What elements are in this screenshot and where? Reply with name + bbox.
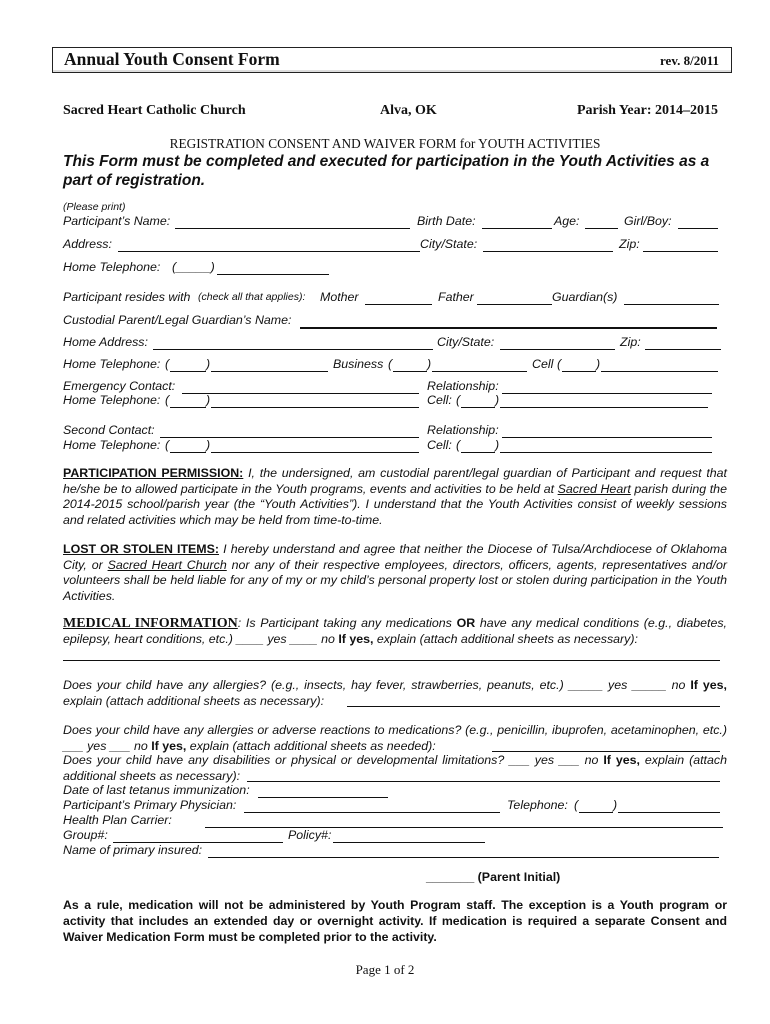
participation-text-1: I, the undersigned, am custodial parent/legal guardian of Participant and request that he/she be to allowed participate in the Youth programs, events and activities to be held at: [63, 466, 727, 496]
emergency-contact-label: Emergency Contact:: [63, 379, 176, 393]
paren-close: ): [596, 357, 601, 371]
cell-area-code-field[interactable]: [562, 371, 596, 372]
paren-open: (: [165, 438, 170, 452]
medical-q3-explain-field[interactable]: [492, 751, 720, 752]
physician-field[interactable]: [244, 812, 500, 813]
guardians-checkbox[interactable]: [624, 304, 719, 305]
tetanus-label: Date of last tetanus immunization:: [63, 783, 250, 797]
medical-q2-if-yes: If yes,: [690, 678, 727, 692]
city-state-label: City/State:: [420, 237, 478, 251]
medical-q1-text-a: : Is Participant taking any medications: [237, 616, 452, 630]
second-telephone-field[interactable]: [211, 452, 419, 453]
address-field[interactable]: [118, 251, 420, 252]
medical-q1-text-b: have any medical conditions (e.g., diabetes, epilepsy, heart conditions, etc.) ____ yes ____ no: [63, 616, 727, 646]
paren-open: (: [574, 798, 579, 812]
business-area-code-field[interactable]: [393, 371, 427, 372]
second-relationship-label: Relationship:: [427, 423, 499, 437]
home-area-code-field[interactable]: [170, 371, 206, 372]
please-print-note: (Please print): [63, 201, 126, 213]
medical-q2-explain-field[interactable]: [347, 706, 720, 707]
form-title: Annual Youth Consent Form: [64, 49, 280, 69]
participation-text-2: parish during the 2014-2015 school/parish year (the “Youth Activities”). I understand that the Youth Activities consist of weekly sessions and related activities which may be held from time-to-time.: [63, 481, 727, 527]
zip-field-2[interactable]: [645, 349, 721, 350]
page-number: Page 1 of 2: [355, 962, 415, 977]
medical-heading: MEDICAL INFORMATION: [63, 616, 238, 631]
medical-q1-or: OR: [456, 616, 476, 630]
form-instruction: This Form must be completed and executed for participation in the Youth Activities as a part of registration.: [63, 153, 710, 189]
physician-area-code-field[interactable]: [579, 812, 613, 813]
check-all-note: (check all that applies):: [198, 291, 306, 303]
home-telephone-label-2: Home Telephone:: [63, 357, 161, 371]
home-telephone-field[interactable]: [217, 274, 329, 275]
paren-close: ): [206, 393, 211, 407]
medical-q4-if-yes: If yes,: [603, 753, 640, 767]
second-contact-label: Second Contact:: [63, 423, 155, 437]
mother-label: Mother: [320, 290, 359, 304]
medical-q3-if-yes: If yes,: [151, 738, 187, 753]
cell-label: Cell: [532, 357, 554, 371]
medical-q3-text-a: Does your child have any allergies or adverse reactions to medications? (e.g., penicillin, ibuprofen, acetaminophen, etc.) ___ yes ___ no: [63, 723, 727, 753]
medical-q2-text-a: Does your child have any allergies? (e.g., insects, hay fever, strawberries, peanuts, etc.) _____ yes _____ no: [63, 678, 686, 692]
custodial-name-label: Custodial Parent/Legal Guardian’s Name:: [63, 313, 292, 327]
medical-q1-explain-field[interactable]: [63, 660, 720, 661]
lost-items-text-1: I hereby understand and agree that neither the Diocese of Tulsa/Archdiocese of Oklahoma City, or: [63, 542, 727, 572]
home-telephone-field-2[interactable]: [211, 371, 328, 372]
emergency-cell-area-code-field[interactable]: [461, 407, 495, 408]
business-label: Business: [333, 357, 384, 371]
policy-label: Policy#:: [288, 828, 332, 842]
medical-question-4: [63, 753, 727, 784]
paren-close: ): [613, 798, 618, 812]
emergency-contact-field[interactable]: [182, 393, 419, 394]
paren-open: (: [388, 357, 393, 371]
paren-close: ): [427, 357, 432, 371]
girl-boy-label: Girl/Boy:: [624, 214, 672, 228]
medical-q4-text-a: Does your child have any disabilities or physical or developmental limitations? ___ yes ___ no: [63, 753, 599, 767]
paren-close: ): [495, 438, 500, 452]
medical-q1-if-yes: If yes,: [338, 631, 374, 646]
home-telephone-label: Home Telephone:: [63, 260, 161, 274]
parish-name-link: Sacred Heart: [557, 481, 631, 496]
emergency-cell-field[interactable]: [500, 407, 708, 408]
church-name-link: Sacred Heart Church: [107, 557, 227, 572]
church-location: Alva, OK: [380, 103, 437, 118]
second-home-telephone-label: Home Telephone:: [63, 438, 161, 452]
policy-number-field[interactable]: [333, 842, 485, 843]
participation-permission-paragraph: [63, 466, 727, 528]
physician-telephone-field[interactable]: [618, 812, 720, 813]
physician-telephone-label: Telephone:: [507, 798, 568, 812]
business-phone-field[interactable]: [432, 371, 527, 372]
medical-q3-text-b: explain (attach additional sheets as needed):: [189, 738, 436, 753]
emergency-area-code-field[interactable]: [170, 407, 206, 408]
paren-open: (: [557, 357, 562, 371]
paren-close: ): [206, 438, 211, 452]
physician-label: Participant’s Primary Physician:: [63, 798, 237, 812]
area-code-field[interactable]: (_____): [172, 260, 215, 274]
registration-title: REGISTRATION CONSENT AND WAIVER FORM for YOUTH ACTIVITIES: [169, 136, 601, 151]
city-state-label-2: City/State:: [437, 335, 495, 349]
emergency-telephone-field[interactable]: [211, 407, 419, 408]
primary-insured-field[interactable]: [208, 857, 719, 858]
home-address-field[interactable]: [153, 349, 433, 350]
relationship-field[interactable]: [502, 393, 712, 394]
girl-boy-field[interactable]: [678, 228, 718, 229]
cell-phone-field[interactable]: [601, 371, 718, 372]
group-label: Group#:: [63, 828, 108, 842]
paren-close: ): [206, 357, 211, 371]
lost-items-paragraph: [63, 542, 727, 604]
primary-insured-label: Name of primary insured:: [63, 843, 203, 857]
second-cell-label: Cell:: [427, 438, 452, 452]
custodial-name-field[interactable]: [300, 327, 717, 329]
medical-question-3: [63, 723, 727, 754]
second-cell-area-code-field[interactable]: [461, 452, 495, 453]
paren-open: (: [165, 393, 170, 407]
birth-date-label: Birth Date:: [417, 214, 476, 228]
father-checkbox[interactable]: [477, 304, 552, 305]
medical-q2-text-b: explain (attach additional sheets as necessary):: [63, 693, 325, 708]
home-address-label: Home Address:: [63, 335, 148, 349]
second-area-code-field[interactable]: [170, 452, 206, 453]
paren-open: (: [165, 357, 170, 371]
health-plan-label: Health Plan Carrier:: [63, 813, 172, 827]
participant-name-field[interactable]: [175, 228, 410, 229]
paren-open: (: [456, 393, 461, 407]
medical-q1-text-c: explain (attach additional sheets as necessary):: [376, 631, 638, 646]
relationship-label: Relationship:: [427, 379, 499, 393]
emergency-home-telephone-label: Home Telephone:: [63, 393, 161, 407]
birth-date-field[interactable]: [482, 228, 552, 229]
medical-q4-text-b: explain (attach additional sheets as necessary):: [63, 753, 727, 783]
paren-open: (: [456, 438, 461, 452]
address-label: Address:: [63, 237, 112, 251]
city-state-field-2[interactable]: [500, 349, 615, 350]
health-plan-field[interactable]: [205, 827, 723, 828]
lost-items-text-2: nor any of their respective employees, directors, officers, agents, representatives and/or volunteers shall be held liable for any of my or my child’s personal property lost or stolen during participation in the Youth Activities.: [63, 557, 727, 603]
zip-label-2: Zip:: [620, 335, 641, 349]
zip-field[interactable]: [643, 251, 718, 252]
tetanus-date-field[interactable]: [258, 797, 388, 798]
second-relationship-field[interactable]: [502, 437, 712, 438]
medication-note: As a rule, medication will not be administered by Youth Program staff. The exception is a Youth program or activity that includes an extended day or overnight activity. If medication is required a separate Consent and Waiver Medication Form must be completed prior to the activity.: [63, 898, 727, 944]
parish-year: Parish Year: 2014–2015: [576, 103, 718, 118]
mother-checkbox[interactable]: [365, 304, 432, 305]
city-state-field[interactable]: [483, 251, 613, 252]
medical-q4-explain-field[interactable]: [247, 781, 720, 782]
resides-with-label: Participant resides with: [63, 290, 191, 304]
second-contact-field[interactable]: [160, 437, 419, 438]
zip-label: Zip:: [619, 237, 640, 251]
medical-question-1: [63, 616, 727, 647]
father-label: Father: [438, 290, 474, 304]
church-name: Sacred Heart Catholic Church: [63, 103, 246, 118]
paren-close: ): [495, 393, 500, 407]
emergency-cell-label: Cell:: [427, 393, 452, 407]
revision-label: rev. 8/2011: [660, 53, 719, 68]
parent-initial-field[interactable]: _______ (Parent Initial): [426, 870, 561, 884]
age-label: Age:: [554, 214, 580, 228]
participant-name-label: Participant’s Name:: [63, 214, 171, 228]
form-title-box: [52, 47, 732, 73]
guardians-label: Guardian(s): [552, 290, 618, 304]
lost-items-heading: LOST OR STOLEN ITEMS:: [63, 542, 220, 556]
participation-heading: PARTICIPATION PERMISSION:: [63, 466, 244, 480]
medical-question-2: [63, 678, 727, 709]
second-cell-field[interactable]: [500, 452, 712, 453]
age-field[interactable]: [585, 228, 618, 229]
